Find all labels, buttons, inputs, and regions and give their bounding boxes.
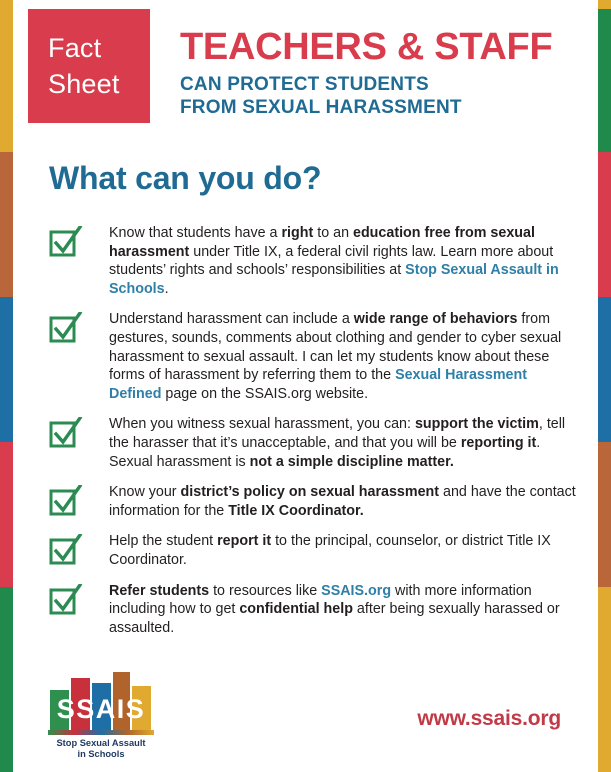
body-text: and have the contact information for the bbox=[109, 484, 576, 519]
action-item bbox=[49, 224, 577, 298]
body-text: from gestures, sounds, comments about clothing and gender to cyber sexual harassment to sexual assault. I can let my students know about these forms of harassment by referring them to the bbox=[109, 311, 562, 384]
action-item bbox=[49, 483, 577, 520]
action-item bbox=[49, 415, 577, 471]
page-subtitle bbox=[180, 73, 552, 119]
emphasis-text: report it bbox=[217, 533, 272, 550]
body-text: to the principal, counselor, or district Title IX Coordinator. bbox=[109, 533, 551, 568]
action-item bbox=[49, 310, 577, 403]
left-strip-gold bbox=[0, 9, 13, 152]
right-strip-green bbox=[598, 9, 611, 152]
emphasis-text: not a simple discipline matter. bbox=[249, 453, 454, 470]
emphasis-text: education free from sexual harassment bbox=[109, 225, 535, 260]
action-item-text bbox=[109, 415, 577, 471]
left-strip-blue bbox=[0, 297, 13, 442]
emphasis-text: right bbox=[281, 225, 314, 241]
page-subtitle-line2: FROM SEXUAL HARASSMENT bbox=[180, 97, 462, 118]
logo-shelf bbox=[48, 730, 154, 735]
body-text: to an bbox=[313, 225, 353, 241]
action-list bbox=[49, 224, 577, 649]
right-strip-red bbox=[598, 152, 611, 297]
logo-tagline-line2: in Schools bbox=[77, 749, 125, 759]
body-text: Help the student bbox=[109, 533, 218, 550]
website-url[interactable]: www.ssais.org bbox=[417, 707, 561, 730]
body-text: Know your bbox=[109, 484, 181, 501]
body-text: to resources like bbox=[209, 582, 322, 599]
emphasis-text: district’s policy on sexual harassment bbox=[180, 484, 440, 501]
emphasis-text: Refer students bbox=[109, 582, 210, 599]
action-item bbox=[49, 532, 577, 569]
resource-link[interactable]: Sexual Harassment Defined bbox=[109, 367, 527, 402]
action-item bbox=[49, 582, 577, 638]
checkbox-checked-icon bbox=[49, 417, 83, 449]
right-strip-orange bbox=[598, 442, 611, 587]
checkbox-checked-icon bbox=[49, 485, 83, 517]
checkbox-checked-icon bbox=[49, 584, 83, 616]
resource-link[interactable]: SSAIS.org bbox=[321, 582, 392, 599]
emphasis-text: Title IX Coordinator. bbox=[228, 502, 364, 519]
checkbox-checked-icon bbox=[49, 534, 83, 566]
logo-wordmark: SSAIS bbox=[56, 694, 146, 724]
right-strip-gold bbox=[598, 587, 611, 772]
page-header bbox=[28, 9, 598, 124]
action-item-text bbox=[109, 310, 577, 403]
right-strip-blue bbox=[598, 297, 611, 442]
action-item-text bbox=[109, 483, 577, 520]
fact-sheet-badge-line1: Fact bbox=[48, 33, 102, 63]
left-strip-orange bbox=[0, 152, 13, 297]
body-text: Know that students have a bbox=[109, 225, 282, 241]
body-text: after being sexually harassed or assaulted. bbox=[109, 601, 560, 636]
ssais-logo bbox=[46, 668, 156, 766]
action-item-text bbox=[109, 532, 577, 569]
resource-link[interactable]: Stop Sexual Assault in Schools bbox=[109, 262, 559, 297]
left-strip-green bbox=[0, 587, 13, 772]
logo-tagline bbox=[46, 738, 156, 760]
body-text: , tell the harasser that it’s unacceptable, and that you will be bbox=[109, 416, 566, 451]
body-text: page on the SSAIS.org website. bbox=[161, 385, 369, 402]
emphasis-text: confidential help bbox=[239, 601, 353, 618]
body-text: . bbox=[164, 280, 169, 297]
body-text: . Sexual harassment is bbox=[109, 434, 541, 470]
body-text: Understand harassment can include a bbox=[109, 311, 354, 328]
page-subtitle-line1: CAN PROTECT STUDENTS bbox=[180, 74, 429, 95]
emphasis-text: support the victim bbox=[414, 416, 539, 433]
checkbox-checked-icon bbox=[49, 226, 83, 258]
emphasis-text: reporting it bbox=[460, 434, 537, 451]
page-title: TEACHERS & STAFF bbox=[180, 26, 553, 68]
body-text: When you witness sexual harassment, you can: bbox=[109, 416, 415, 433]
checkbox-checked-icon bbox=[49, 312, 83, 344]
page-content-area bbox=[13, 0, 598, 772]
action-item-text bbox=[109, 224, 577, 298]
action-item-text bbox=[109, 582, 577, 638]
fact-sheet-badge-line2: Sheet bbox=[48, 69, 120, 99]
left-strip-red bbox=[0, 442, 13, 587]
body-text: with more information including how to get bbox=[109, 582, 532, 618]
logo-tagline-line1: Stop Sexual Assault bbox=[56, 738, 146, 748]
emphasis-text: wide range of behaviors bbox=[353, 311, 518, 328]
fact-sheet-badge bbox=[28, 9, 150, 123]
header-title-group bbox=[180, 25, 552, 119]
body-text: under Title IX, a federal civil rights law. Learn more about students’ rights and schools’ responsibilities at bbox=[109, 243, 554, 279]
section-heading: What can you do? bbox=[49, 160, 322, 196]
